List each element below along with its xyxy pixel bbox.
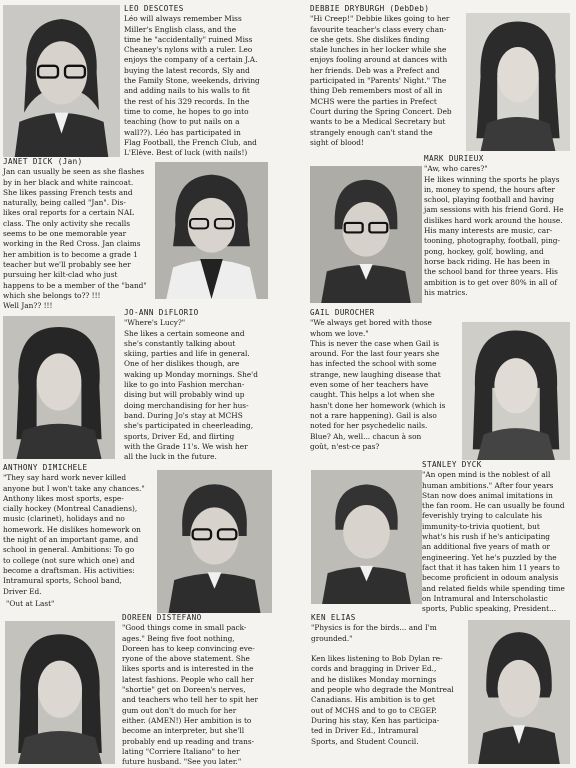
photo-doreen-distefano xyxy=(5,621,115,764)
student-blurb: "Where's Lucy?" She likes a certain someone and she's constantly talking about skiing, parties and life in general. One of her dislikes though, are waking up Monday mornings. She'd like to go into Fashion merchan- dising but will probably wind up doing merchandising for her hus- band. During Jo's stay at MCHS she's participated in cheerleading, sports, Driver Ed, and flirting with the Grade 11's. We wish her all the luck in the future. xyxy=(124,318,258,462)
student-blurb: "Hi Creep!" Debbie likes going to her favourite teacher's class every chan- ce she gets. She dislikes finding stale lunches in her locker while she enjoys fooling around at dances with her friends. Deb was a Prefect and participated in "Parents' Night." The thing Deb remembers most of all in MCHS were the parties in Prefect Court during the Spring Concert. Deb wants to be a Medical Secretary but strangely enough can't stand the sight of blood! xyxy=(310,14,452,147)
entry-debbie-dryburgh xyxy=(310,4,476,148)
entry-gail-durocher xyxy=(310,308,468,452)
entry-doreen-distefano xyxy=(122,613,306,767)
entry-jo-ann-diflorio xyxy=(124,308,304,462)
photo-anthony-dimichele xyxy=(157,470,272,613)
student-blurb: "They say hard work never killed anyone but I won't take any chances." Anthony likes most sports, espe- cially hockey (Montreal Canadiens), music (clarinet), holidays and no homework. He dislikes homework on the night of an important game, and school in general. Ambitions: To go to college (not sure which one) and become a draftsman. His activities: Intramural sports, School band, Driver Ed. xyxy=(3,473,145,596)
entry-stanley-dyck xyxy=(422,460,576,614)
photo-jo-ann-diflorio xyxy=(3,316,115,459)
photo-ken-elias xyxy=(468,620,570,764)
student-name: MARK DURIEUX xyxy=(424,154,484,163)
student-blurb: "Physics is for the birds... and I'm grounded." Ken likes listening to Bob Dylan re- cords and bragging in Driver Ed., and he dislikes Monday mornings and people who degrade the Montreal Canadians. His ambition is to get out of MCHS and to go to CEGEP. During his stay, Ken has participa- ted in Driver Ed., Intramural Sports, and Student Council. xyxy=(311,623,454,746)
entry-janet-dick xyxy=(3,157,167,311)
photo-gail-durocher xyxy=(462,322,570,460)
student-blurb: "Good things come in small pack- ages." Being five foot nothing, Doreen has to keep convincing eve- ryone of the above statement. She likes sports and is interested in the latest fashions. People who call her "shortie" get on Doreen's nerves, and teachers who tell her to spit her gum out don't do much for her either. (AMEN!) Her ambition is to become an interpreter, but she'll probably end up reading and trans- lating "Corriere Italiano" to her future husband. "See you later." xyxy=(122,623,259,767)
photo-mark-durieux xyxy=(310,166,422,303)
photo-debbie-dryburgh xyxy=(466,13,570,151)
photo-leo-descotes xyxy=(3,5,120,157)
student-name: STANLEY DYCK xyxy=(422,460,482,469)
student-name: ANTHONY DIMICHELE xyxy=(3,463,88,472)
student-blurb: "Aw, who cares?" He likes winning the sports he plays in, money to spend, the hours after school, playing football and having jam sessions with his friend Gord. He dislikes hard work around the house. His many interests are music, car- tooning, photography, football, ping- pong, hockey, golf, bowling, and horse back riding. He has been in the school band for three years. His ambition is to get over 80% in all of his matrics. xyxy=(424,164,564,297)
student-name: JO-ANN DiFLORIO xyxy=(124,308,199,317)
entry-mark-durieux xyxy=(424,154,576,298)
photo-stanley-dyck xyxy=(311,470,422,604)
student-blurb: Jan can usually be seen as she flashes by in her black and white raincoat. She likes passing French tests and naturally, being called "Jan". Dis- likes oral reports for a certain NAL class. The only activity she recalls seems to be one memorable year working in the Red Cross. Jan claims her ambition is to become a grade 1 teacher but we'll probably see her pursuing her kilt-clad who just happens to be a member of the "band" which she belongs to?? !!! Well Jan?? !!! xyxy=(3,167,147,311)
motto-anthony-dimichele: "Out at Last" xyxy=(6,599,55,608)
entry-anthony-dimichele xyxy=(3,463,161,597)
entry-leo-descotes xyxy=(124,4,308,158)
student-blurb: Léo will always remember Miss Miller's English class, and the time he "accidentally" ruined Miss Cheaney's nylons with a ruler. Leo enjoys the company of a certain J.A. buying the latest records, Sly and the Family Stone, weekends, driving and adding nails to his walls to fit the rest of his 329 records. In the time to come, he hopes to go into teaching (how to put nails on a wall??). Léo has participated in Flag Football, the French Club, and L'Elève. Best of luck (with nails!) xyxy=(124,14,260,158)
student-name: DEBBIE DRYBURGH (DebDeb) xyxy=(310,4,430,13)
photo-janet-dick xyxy=(155,162,268,299)
student-name: JANET DICK (Jan) xyxy=(3,157,83,166)
student-name: LEO DESCOTES xyxy=(124,4,184,13)
student-name: DOREEN DISTEFANO xyxy=(122,613,202,622)
student-name: GAIL DUROCHER xyxy=(310,308,375,317)
entry-ken-elias xyxy=(311,613,469,747)
student-name: KEN ELIAS xyxy=(311,613,356,622)
student-blurb: "We always get bored with those whom we love." This is never the case when Gail is around. For the last four years she has infected the school with some strange, new laughing disease that even some of her teachers have caught. This helps a lot when she hasn't done her homework (which is not a rare happening). Gail is also noted for her psychedelic nails. Blue? Ah, well... chacun à son goût, n'est-ce pas? xyxy=(310,318,446,451)
student-blurb: "An open mind is the noblest of all human ambitions." After four years Stan now does animal imitations in the fan room. He can usually be found feverishly trying to calculate his immunity-to-trivia quotient, but what's his rush if he's anticipating an additional five years of math or engineering. Yet he's puzzled by the fact that it has taken him 11 years to become proficient in odoum analysis and related fields while spending time on Intramural and Interscholastic sports, Public speaking, President... xyxy=(422,470,565,614)
